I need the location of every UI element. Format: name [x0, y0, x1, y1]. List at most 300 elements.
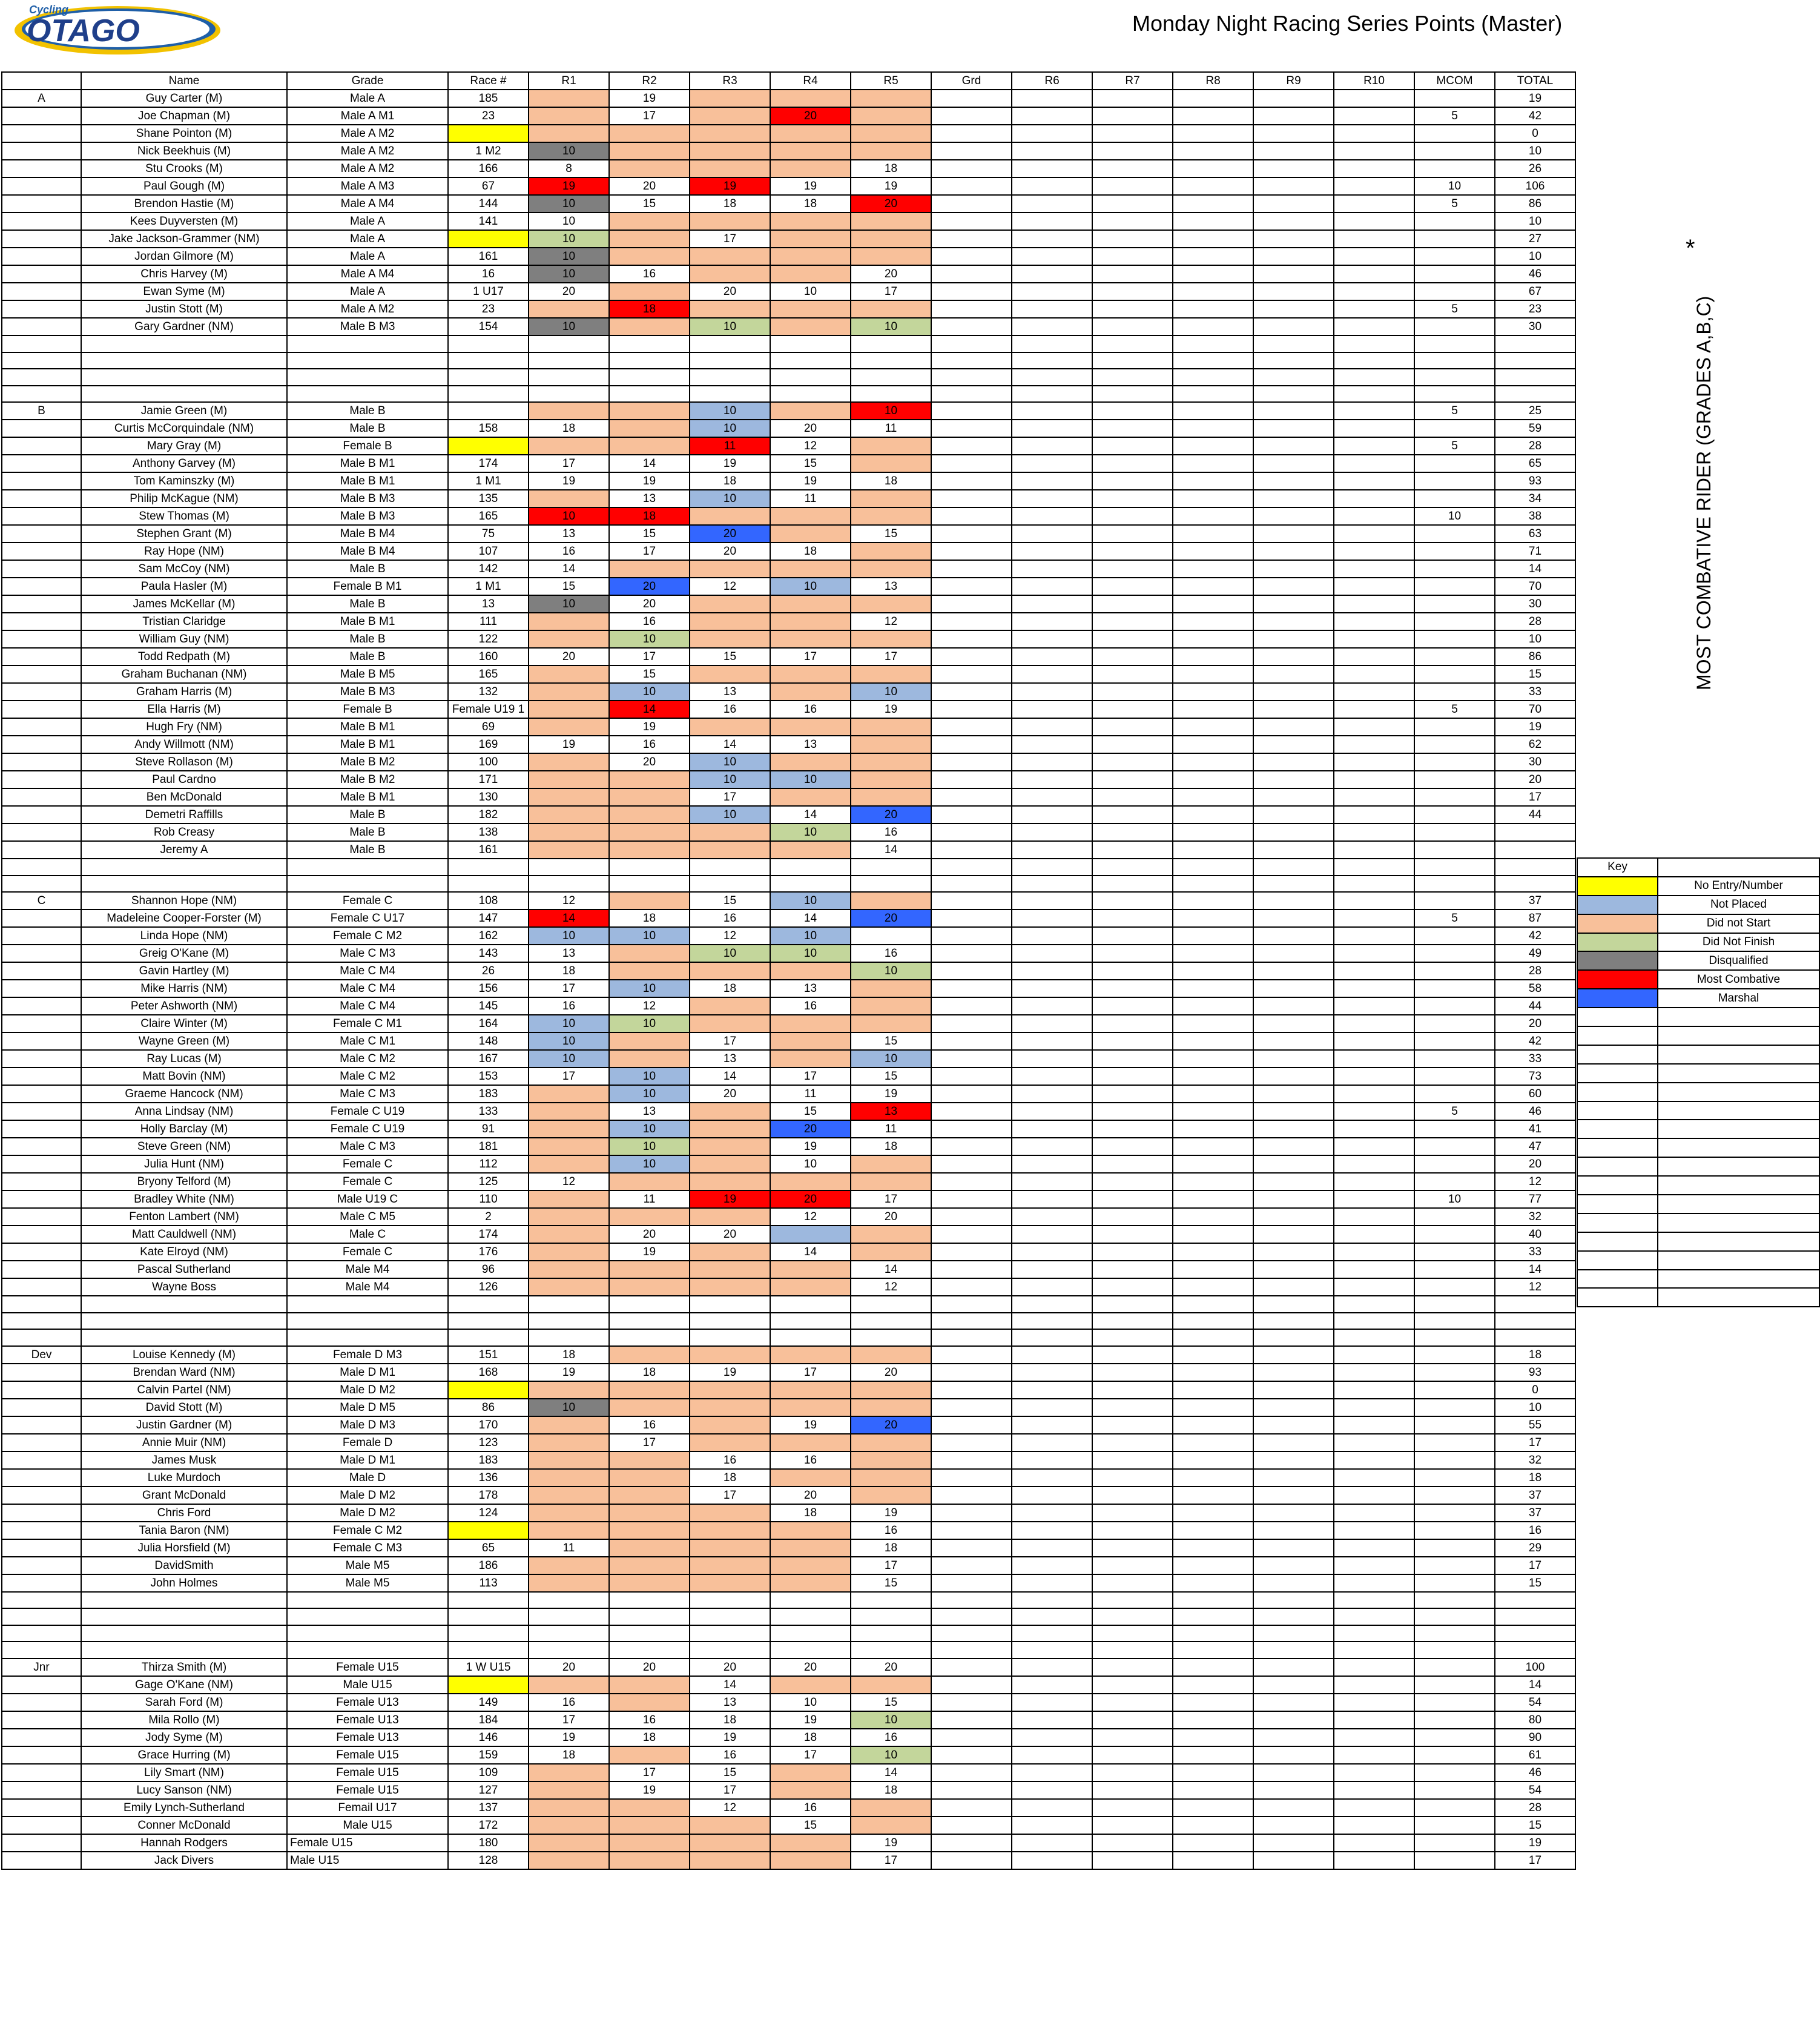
race-r1-cell: 10	[529, 213, 609, 230]
empty-cell	[1577, 1176, 1658, 1195]
empty-cell	[81, 1625, 287, 1642]
total-cell: 67	[1495, 283, 1575, 300]
empty-race-cell	[931, 1120, 1012, 1138]
empty-cell	[529, 1592, 609, 1609]
table-row	[2, 420, 1575, 437]
empty-race-cell	[1173, 1032, 1253, 1050]
race-r2-cell	[609, 962, 690, 980]
table-row	[2, 142, 1575, 160]
race-r2-cell: 19	[609, 718, 690, 736]
empty-cell	[1658, 1064, 1819, 1083]
race-r2-cell	[609, 1852, 690, 1869]
race-r5-cell	[851, 543, 931, 560]
empty-cell	[1414, 1313, 1495, 1330]
race-r1-cell	[529, 753, 609, 771]
empty-race-cell	[1173, 1050, 1253, 1068]
total-cell: 37	[1495, 1504, 1575, 1522]
grade-cell: Male C M3	[287, 1138, 448, 1155]
empty-cell	[81, 876, 287, 893]
empty-race-cell	[1253, 910, 1334, 927]
empty-cell	[1092, 1313, 1173, 1330]
empty-cell	[1253, 335, 1334, 352]
mcom-cell	[1414, 892, 1495, 910]
empty-race-cell	[1334, 718, 1414, 736]
race-r3-cell	[690, 1522, 770, 1539]
race-r2-cell	[609, 1487, 690, 1504]
race-number-cell: 137	[448, 1799, 529, 1817]
race-r2-cell	[609, 1557, 690, 1574]
race-r3-cell: 19	[690, 177, 770, 195]
grade-cell: Male B M5	[287, 665, 448, 683]
name-cell: Tom Kaminszky (M)	[81, 472, 287, 490]
empty-cell	[448, 1296, 529, 1313]
group-cell	[2, 1852, 81, 1869]
race-r1-cell	[529, 824, 609, 841]
race-r5-cell	[851, 1155, 931, 1173]
race-r5-cell	[851, 437, 931, 455]
empty-race-cell	[1173, 300, 1253, 318]
empty-cell	[1658, 1270, 1819, 1289]
empty-race-cell	[1092, 910, 1173, 927]
group-cell	[2, 910, 81, 927]
grade-cell: Female C	[287, 1243, 448, 1261]
empty-race-cell	[1092, 648, 1173, 665]
mcom-cell	[1414, 1050, 1495, 1068]
empty-race-cell	[1012, 1032, 1092, 1050]
race-r3-cell	[690, 1574, 770, 1592]
race-r2-cell	[609, 1746, 690, 1764]
empty-race-cell	[1253, 107, 1334, 125]
grade-cell: Male D M5	[287, 1399, 448, 1416]
empty-cell	[1173, 1313, 1253, 1330]
empty-cell	[851, 1625, 931, 1642]
mcom-cell	[1414, 1711, 1495, 1729]
empty-race-cell	[1092, 1120, 1173, 1138]
empty-race-cell	[1334, 507, 1414, 525]
race-r3-cell	[690, 613, 770, 630]
empty-race-cell	[1092, 1032, 1173, 1050]
name-cell: Ray Hope (NM)	[81, 543, 287, 560]
empty-race-cell	[931, 824, 1012, 841]
race-r3-cell	[690, 213, 770, 230]
mcom-cell	[1414, 753, 1495, 771]
race-r5-cell: 10	[851, 1711, 931, 1729]
empty-race-cell	[1334, 1068, 1414, 1085]
empty-cell	[851, 352, 931, 369]
race-number-cell: 108	[448, 892, 529, 910]
empty-race-cell	[1253, 1015, 1334, 1032]
race-r5-cell: 19	[851, 177, 931, 195]
empty-race-cell	[1012, 1050, 1092, 1068]
empty-race-cell	[1253, 490, 1334, 507]
empty-race-cell	[931, 1208, 1012, 1226]
empty-race-cell	[931, 648, 1012, 665]
mcom-cell	[1414, 1729, 1495, 1746]
name-cell: Holly Barclay (M)	[81, 1120, 287, 1138]
empty-cell	[1012, 1608, 1092, 1625]
empty-race-cell	[1092, 1155, 1173, 1173]
total-cell: 37	[1495, 892, 1575, 910]
empty-race-cell	[1334, 142, 1414, 160]
empty-race-cell	[1092, 213, 1173, 230]
race-r2-cell: 20	[609, 1659, 690, 1676]
empty-cell	[287, 876, 448, 893]
empty-race-cell	[1334, 1659, 1414, 1676]
race-r2-cell: 16	[609, 736, 690, 753]
empty-race-cell	[1253, 962, 1334, 980]
empty-cell	[609, 1642, 690, 1659]
table-row	[2, 1746, 1575, 1764]
name-cell: Chris Ford	[81, 1504, 287, 1522]
empty-race-cell	[1012, 1208, 1092, 1226]
grade-cell: Male B M3	[287, 507, 448, 525]
empty-race-cell	[1173, 630, 1253, 648]
empty-race-cell	[1092, 402, 1173, 420]
total-cell: 32	[1495, 1208, 1575, 1226]
column-header: R5	[851, 72, 931, 90]
empty-race-cell	[931, 1381, 1012, 1399]
grade-cell: Female C U19	[287, 1120, 448, 1138]
empty-race-cell	[1092, 1278, 1173, 1296]
mcom-cell	[1414, 1746, 1495, 1764]
race-r1-cell: 13	[529, 945, 609, 962]
race-r2-cell: 15	[609, 195, 690, 213]
race-r4-cell	[770, 841, 851, 859]
empty-race-cell	[931, 1434, 1012, 1451]
empty-race-cell	[1173, 1261, 1253, 1278]
race-r3-cell: 13	[690, 683, 770, 701]
key-swatch	[1577, 914, 1658, 933]
empty-race-cell	[1092, 1138, 1173, 1155]
empty-cell	[1334, 1608, 1414, 1625]
total-cell: 73	[1495, 1068, 1575, 1085]
race-r5-cell: 15	[851, 1032, 931, 1050]
total-cell: 46	[1495, 1764, 1575, 1781]
mcom-cell	[1414, 1504, 1495, 1522]
total-cell: 59	[1495, 420, 1575, 437]
grade-cell: Male B	[287, 841, 448, 859]
empty-race-cell	[1253, 753, 1334, 771]
empty-race-cell	[1173, 455, 1253, 472]
empty-race-cell	[1253, 1190, 1334, 1208]
group-cell	[2, 1694, 81, 1711]
race-number-cell: 154	[448, 318, 529, 335]
race-number-cell	[448, 230, 529, 248]
race-r3-cell: 19	[690, 1364, 770, 1381]
mcom-cell	[1414, 1346, 1495, 1364]
total-cell: 90	[1495, 1729, 1575, 1746]
name-cell: Stu Crooks (M)	[81, 160, 287, 177]
total-cell: 18	[1495, 1469, 1575, 1487]
grade-cell: Female U15	[287, 1746, 448, 1764]
empty-race-cell	[1253, 248, 1334, 265]
race-r5-cell	[851, 1226, 931, 1243]
race-r3-cell	[690, 560, 770, 578]
empty-race-cell	[931, 107, 1012, 125]
group-cell	[2, 1103, 81, 1120]
race-r1-cell: 20	[529, 1659, 609, 1676]
empty-race-cell	[1012, 595, 1092, 613]
total-cell: 100	[1495, 1659, 1575, 1676]
race-r4-cell: 17	[770, 1068, 851, 1085]
empty-cell	[1253, 876, 1334, 893]
race-r2-cell	[609, 402, 690, 420]
empty-race-cell	[1092, 1068, 1173, 1085]
table-row	[2, 1729, 1575, 1746]
empty-cell	[770, 1313, 851, 1330]
race-r3-cell: 20	[690, 283, 770, 300]
race-r1-cell	[529, 1852, 609, 1869]
empty-race-cell	[1334, 1487, 1414, 1504]
race-r1-cell	[529, 1278, 609, 1296]
grade-cell: Male D M2	[287, 1381, 448, 1399]
race-r3-cell: 16	[690, 1746, 770, 1764]
empty-cell	[1577, 1026, 1658, 1045]
name-cell: Kate Elroyd (NM)	[81, 1243, 287, 1261]
empty-cell	[851, 1296, 931, 1313]
total-cell: 19	[1495, 718, 1575, 736]
race-r2-cell	[609, 1261, 690, 1278]
empty-race-cell	[1334, 736, 1414, 753]
race-r3-cell: 17	[690, 230, 770, 248]
empty-race-cell	[931, 1103, 1012, 1120]
race-r2-cell	[609, 420, 690, 437]
empty-race-cell	[1012, 1539, 1092, 1557]
race-r3-cell	[690, 300, 770, 318]
mcom-cell: 5	[1414, 910, 1495, 927]
empty-race-cell	[1334, 300, 1414, 318]
race-r3-cell: 11	[690, 437, 770, 455]
empty-cell	[448, 1329, 529, 1346]
race-r4-cell: 13	[770, 736, 851, 753]
name-cell: Paul Gough (M)	[81, 177, 287, 195]
mcom-cell: 10	[1414, 507, 1495, 525]
empty-race-cell	[1253, 1085, 1334, 1103]
empty-race-cell	[1173, 945, 1253, 962]
empty-race-cell	[1012, 265, 1092, 283]
total-cell: 58	[1495, 980, 1575, 997]
name-cell: Thirza Smith (M)	[81, 1659, 287, 1676]
empty-cell	[609, 1329, 690, 1346]
grade-cell: Male B M1	[287, 472, 448, 490]
empty-cell	[1495, 1608, 1575, 1625]
empty-cell	[1658, 1138, 1819, 1157]
race-r3-cell: 20	[690, 543, 770, 560]
table-row	[2, 1504, 1575, 1522]
race-r3-cell: 20	[690, 1659, 770, 1676]
empty-race-cell	[1253, 613, 1334, 630]
race-r4-cell: 19	[770, 1711, 851, 1729]
name-cell: Fenton Lambert (NM)	[81, 1208, 287, 1226]
empty-race-cell	[1092, 90, 1173, 107]
key-item	[1577, 933, 1819, 952]
grade-cell: Male B M1	[287, 613, 448, 630]
table-row	[2, 1381, 1575, 1399]
empty-cell	[609, 1625, 690, 1642]
empty-cell	[1334, 1625, 1414, 1642]
empty-race-cell	[1334, 90, 1414, 107]
empty-race-cell	[1092, 248, 1173, 265]
grade-cell: Male B M4	[287, 525, 448, 543]
empty-race-cell	[1253, 90, 1334, 107]
empty-race-cell	[1253, 1381, 1334, 1399]
empty-cell	[931, 386, 1012, 403]
grade-cell: Male C M4	[287, 980, 448, 997]
total-cell: 60	[1495, 1085, 1575, 1103]
table-row	[2, 910, 1575, 927]
empty-race-cell	[1334, 910, 1414, 927]
mcom-cell	[1414, 142, 1495, 160]
group-cell	[2, 962, 81, 980]
empty-race-cell	[1012, 1781, 1092, 1799]
table-row	[2, 1676, 1575, 1694]
empty-race-cell	[1253, 1469, 1334, 1487]
empty-race-cell	[1012, 1399, 1092, 1416]
asterisk-mark: *	[1686, 235, 1695, 262]
table-row	[2, 1138, 1575, 1155]
empty-race-cell	[1334, 595, 1414, 613]
empty-cell	[609, 352, 690, 369]
blank-row	[2, 369, 1575, 386]
race-r5-cell	[851, 507, 931, 525]
empty-race-cell	[1012, 525, 1092, 543]
empty-cell	[448, 1313, 529, 1330]
empty-cell	[1092, 876, 1173, 893]
name-cell: Ella Harris (M)	[81, 701, 287, 718]
mcom-cell	[1414, 1278, 1495, 1296]
race-number-cell: 1 W U15	[448, 1659, 529, 1676]
race-number-cell: 180	[448, 1834, 529, 1852]
empty-race-cell	[1012, 490, 1092, 507]
race-r4-cell: 18	[770, 543, 851, 560]
race-r1-cell	[529, 806, 609, 824]
race-r5-cell	[851, 1346, 931, 1364]
mcom-cell	[1414, 248, 1495, 265]
empty-race-cell	[1012, 927, 1092, 945]
empty-race-cell	[931, 997, 1012, 1015]
table-row	[2, 1120, 1575, 1138]
empty-race-cell	[1253, 1032, 1334, 1050]
race-r1-cell	[529, 1817, 609, 1834]
race-r2-cell	[609, 125, 690, 142]
race-number-cell: 147	[448, 910, 529, 927]
key-label: Did not Start	[1658, 914, 1819, 933]
race-r2-cell: 17	[609, 648, 690, 665]
mcom-cell	[1414, 1015, 1495, 1032]
empty-race-cell	[1012, 195, 1092, 213]
race-r4-cell: 10	[770, 283, 851, 300]
race-r4-cell: 20	[770, 107, 851, 125]
empty-race-cell	[1253, 195, 1334, 213]
name-cell: Grant McDonald	[81, 1487, 287, 1504]
group-cell	[2, 1050, 81, 1068]
name-cell: Louise Kennedy (M)	[81, 1346, 287, 1364]
mcom-cell	[1414, 1226, 1495, 1243]
race-r1-cell: 14	[529, 910, 609, 927]
empty-race-cell	[1173, 927, 1253, 945]
grade-cell: Female U13	[287, 1711, 448, 1729]
empty-cell	[529, 1296, 609, 1313]
empty-cell	[690, 369, 770, 386]
grade-cell: Female U15	[287, 1781, 448, 1799]
empty-cell	[1414, 1592, 1495, 1609]
race-r4-cell	[770, 1469, 851, 1487]
mcom-cell	[1414, 613, 1495, 630]
race-r5-cell: 13	[851, 578, 931, 595]
empty-race-cell	[931, 1574, 1012, 1592]
empty-race-cell	[1012, 283, 1092, 300]
mcom-cell	[1414, 927, 1495, 945]
empty-race-cell	[1253, 420, 1334, 437]
empty-cell	[1173, 1329, 1253, 1346]
table-row	[2, 1434, 1575, 1451]
race-r5-cell: 15	[851, 525, 931, 543]
empty-race-cell	[1012, 90, 1092, 107]
grade-cell: Female U13	[287, 1694, 448, 1711]
total-cell: 86	[1495, 195, 1575, 213]
empty-race-cell	[1334, 160, 1414, 177]
race-number-cell: 172	[448, 1817, 529, 1834]
grade-cell: Male B	[287, 806, 448, 824]
race-r3-cell: 14	[690, 1068, 770, 1085]
group-cell	[2, 507, 81, 525]
empty-race-cell	[1253, 507, 1334, 525]
grade-cell: Male A	[287, 283, 448, 300]
table-row	[2, 1103, 1575, 1120]
table-row	[2, 402, 1575, 420]
empty-cell	[1495, 369, 1575, 386]
race-r3-cell: 10	[690, 806, 770, 824]
empty-cell	[2, 859, 81, 876]
empty-cell	[1658, 1101, 1819, 1120]
table-row	[2, 1208, 1575, 1226]
empty-cell	[287, 859, 448, 876]
empty-cell	[2, 335, 81, 352]
race-number-cell: 143	[448, 945, 529, 962]
group-cell	[2, 1469, 81, 1487]
empty-cell	[1414, 1625, 1495, 1642]
empty-race-cell	[1173, 213, 1253, 230]
race-r1-cell	[529, 1103, 609, 1120]
empty-race-cell	[1173, 525, 1253, 543]
grade-cell: Male U15	[287, 1852, 448, 1869]
race-number-cell: 156	[448, 980, 529, 997]
race-r5-cell: 10	[851, 683, 931, 701]
race-r5-cell: 14	[851, 841, 931, 859]
race-r4-cell	[770, 1852, 851, 1869]
group-cell	[2, 142, 81, 160]
empty-race-cell	[1012, 472, 1092, 490]
race-number-cell	[448, 1522, 529, 1539]
empty-race-cell	[1012, 1364, 1092, 1381]
race-r2-cell	[609, 841, 690, 859]
race-number-cell: 132	[448, 683, 529, 701]
empty-cell	[609, 859, 690, 876]
total-cell: 19	[1495, 90, 1575, 107]
race-r1-cell	[529, 1381, 609, 1399]
empty-cell	[81, 352, 287, 369]
grade-cell: Female C M2	[287, 1522, 448, 1539]
table-row	[2, 1278, 1575, 1296]
mcom-cell	[1414, 630, 1495, 648]
empty-race-cell	[1334, 125, 1414, 142]
race-r1-cell: 10	[529, 1399, 609, 1416]
empty-cell	[2, 1296, 81, 1313]
empty-race-cell	[1092, 841, 1173, 859]
total-cell: 33	[1495, 683, 1575, 701]
empty-race-cell	[931, 1416, 1012, 1434]
empty-race-cell	[931, 1068, 1012, 1085]
